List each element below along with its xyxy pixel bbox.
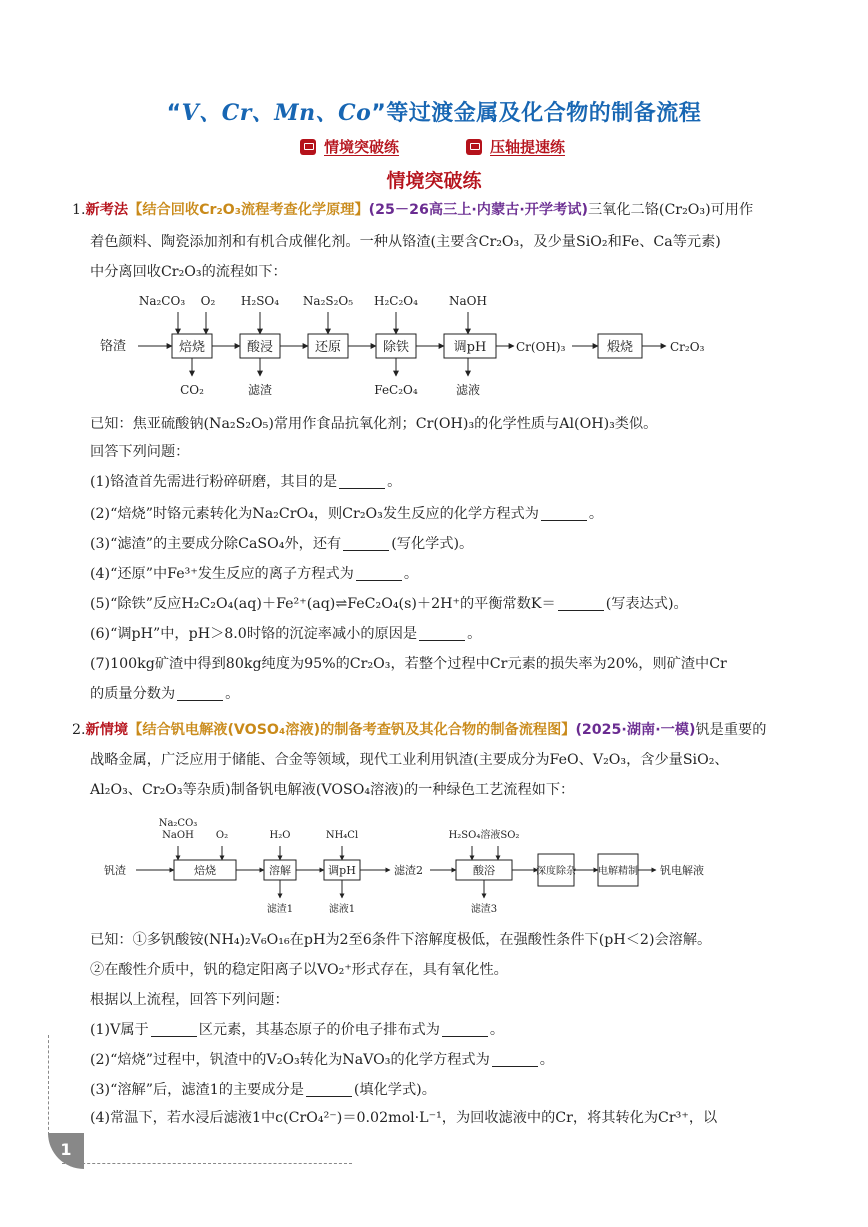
tab-situational-label: 情境突破练: [324, 138, 400, 156]
page-title: [0, 96, 868, 127]
answer-blank[interactable]: [356, 566, 402, 581]
answer-blank[interactable]: [343, 536, 389, 551]
q1-sub-4: [90, 564, 830, 584]
q1-input-o2: O₂: [200, 294, 216, 308]
q2-line-1: [72, 720, 812, 740]
q1-answer-lead: 回答下列问题：: [90, 444, 190, 460]
q1-sub-2: [90, 504, 830, 524]
q1-tag-source: (25－26高三上·内蒙古·开学考试): [368, 202, 588, 218]
q1-sub-7: (7)100kg矿渣中得到80kg纯度为95%的Cr₂O₃，若整个过程中Cr元素的损失率为20%，则矿渣中Cr: [90, 656, 727, 672]
q1-sub-5: [90, 594, 830, 614]
q2-box-adjust-ph: 调pH: [328, 864, 356, 877]
q1-box-remove-iron: 除铁: [382, 340, 410, 355]
answer-blank[interactable]: [541, 506, 587, 521]
q2-output-residue-1: 滤渣1: [266, 904, 294, 915]
q2-text: 钒是重要的: [695, 722, 767, 738]
q1-input-naoh: NaOH: [449, 294, 487, 308]
q1-sub-3-end: (写化学式)。: [391, 536, 474, 552]
q1-sub-1-end: 。: [387, 474, 402, 490]
q1-sub-6-text: (6)“调pH”中，pH＞8.0时铬的沉淀率减小的原因是: [90, 626, 418, 642]
q2-output-residue-3: 滤渣3: [470, 904, 498, 915]
q1-line-2: 着色颜料、陶瓷添加剂和有机合成催化剂。一种从铬渣(主要含Cr₂O₃，及少量SiO₂和Fe、Ca等元素): [90, 234, 721, 250]
q2-flow-start: 钒渣: [104, 864, 126, 877]
q2-answer-lead: 根据以上流程，回答下列问题：: [90, 992, 289, 1008]
q2-known-1: 已知：①多钒酸铵(NH₄)₂V₆O₁₆在pH为2至6条件下溶解度极低，在强酸性条件下(pH＜2)会溶解。: [90, 932, 712, 948]
q1-sub-2-text: (2)“焙烧”时铬元素转化为Na₂CrO₄，则Cr₂O₃发生反应的化学方程式为: [90, 506, 539, 522]
answer-blank[interactable]: [419, 626, 465, 641]
answer-blank[interactable]: [492, 1052, 538, 1067]
q1-sub-1: [90, 472, 830, 492]
monitor-icon: [300, 139, 316, 155]
q2-sub-2-text: (2)“焙烧”过程中，钒渣中的V₂O₃转化为NaVO₃的化学方程式为: [90, 1052, 490, 1068]
q1-sub-7-cont-text: 的质量分数为: [90, 686, 176, 702]
footer-divider: [62, 1163, 352, 1164]
q1-box-calcine: 煅烧: [606, 340, 634, 355]
monitor-icon: [466, 139, 482, 155]
q1-mid-product: Cr(OH)₃: [516, 340, 566, 354]
q2-sub-2: [90, 1050, 830, 1070]
q2-flow-diagram: [104, 808, 724, 920]
q2-line-2: 战略金属，广泛应用于储能、合金等领域，现代工业利用钒渣(主要成分为FeO、V₂O₃，含少量SiO₂、: [90, 752, 729, 768]
tab-final-label: 压轴提速练: [490, 138, 566, 156]
q1-tag-new: 新考法: [85, 202, 129, 218]
q1-sub-2-end: 。: [588, 506, 604, 522]
q2-sub-1-end: 。: [489, 1022, 505, 1038]
tab-situational[interactable]: [300, 136, 399, 157]
title-open-quote: “: [166, 101, 182, 126]
answer-blank[interactable]: [177, 686, 223, 701]
answer-blank[interactable]: [339, 474, 385, 489]
answer-blank[interactable]: [306, 1082, 352, 1097]
page-number: 1: [48, 1133, 84, 1169]
section-title: 情境突破练: [386, 170, 482, 192]
q1-output-residue: 滤渣: [247, 383, 273, 397]
q1-input-na2s2o5: Na₂S₂O₅: [302, 294, 354, 308]
q2-sub-2-end: 。: [539, 1052, 554, 1068]
q1-input-na2co3: Na₂CO₃: [138, 294, 186, 308]
q1-box-reduce: 还原: [314, 340, 342, 355]
q1-sub-5-end: (写表达式)。: [605, 596, 688, 612]
q1-number: 1.: [72, 202, 86, 218]
q2-sub-3: [90, 1080, 830, 1100]
q2-tag-topic: 【结合钒电解液(VOSO₄溶液)的制备考查钒及其化合物的制备流程图】: [128, 722, 576, 738]
title-suffix: ”等过渡金属及化合物的制备流程: [371, 101, 702, 126]
q2-sub-1-mid: 区元素，其基态原子的价电子排布式为: [198, 1022, 440, 1038]
q1-input-h2so4: H₂SO₄: [240, 294, 280, 308]
q2-box-acid-bath: 酸浴: [473, 864, 495, 877]
tab-final[interactable]: [466, 136, 565, 157]
q2-tag-source: (2025·湖南·一模): [575, 722, 696, 738]
answer-blank[interactable]: [558, 596, 604, 611]
q1-input-h2c2o4: H₂C₂O₄: [374, 294, 418, 308]
q2-number: 2.: [72, 722, 86, 738]
q1-sub-6-end: 。: [467, 626, 482, 642]
q1-sub-1-text: (1)铬渣首先需进行粉碎研磨，其目的是: [90, 474, 338, 490]
q2-sub-3-end: (填化学式)。: [353, 1082, 436, 1098]
q2-line-3: Al₂O₃、Cr₂O₃等杂质)制备钒电解液(VOSO₄溶液)的一种绿色工艺流程如下：: [90, 782, 575, 798]
q2-end-product: 钒电解液: [660, 864, 704, 877]
q2-tag-new: 新情境: [85, 722, 129, 738]
q2-input-h2so4-so2: H₂SO₄溶液SO₂: [448, 830, 520, 841]
q1-box-roast: 焙烧: [178, 340, 206, 355]
q2-input-naoh: NaOH: [162, 830, 194, 841]
q2-input-o2: O₂: [215, 830, 229, 841]
q1-tag-topic: 【结合回收Cr₂O₃流程考查化学原理】: [128, 202, 369, 218]
q1-output-filtrate: 滤液: [455, 383, 481, 397]
q2-known-2: ②在酸性介质中，钒的稳定阳离子以VO₂⁺形式存在，具有氧化性。: [90, 962, 508, 978]
q1-sub-3: [90, 534, 830, 554]
q2-box-deep-purify: 深度除杂: [536, 866, 576, 877]
q2-mid-residue-2: 滤渣2: [394, 864, 423, 877]
q1-output-fec2o4: FeC₂O₄: [374, 383, 418, 397]
q1-sub-4-end: 。: [403, 566, 419, 582]
side-divider: [48, 1035, 49, 1135]
q2-sub-1-text: (1)V属于: [90, 1022, 149, 1038]
q1-sub-7-cont: [90, 684, 830, 704]
title-italic: V、Cr、Mn、Co: [181, 100, 372, 126]
q1-sub-5-text: (5)“除铁”反应H₂C₂O₄(aq)＋Fe²⁺(aq)⇌FeC₂O₄(s)＋2H⁺的平衡常数K＝: [90, 596, 556, 612]
q2-sub-1: [90, 1020, 830, 1040]
q2-output-filtrate-1: 滤液1: [328, 904, 356, 915]
q2-box-roast: 焙烧: [194, 864, 216, 877]
q1-line-1: [72, 200, 812, 220]
tab-bar: [300, 136, 600, 160]
q1-sub-3-text: (3)“滤渣”的主要成分除CaSO₄外，还有: [90, 536, 342, 552]
q1-flow-diagram: [100, 290, 740, 402]
q1-sub-4-text: (4)“还原”中Fe³⁺发生反应的离子方程式为: [90, 566, 354, 582]
q1-sub-6: [90, 624, 830, 644]
q2-sub-3-text: (3)“溶解”后，滤渣1的主要成分是: [90, 1082, 304, 1098]
q1-output-co2: CO₂: [180, 383, 204, 397]
q2-input-h2o: H₂O: [269, 830, 291, 841]
q2-box-electrolytic-refine: 电解精制: [598, 866, 638, 877]
answer-blank[interactable]: [151, 1022, 197, 1037]
q2-sub-4: (4)常温下，若水浸后滤液1中c(CrO₄²⁻)＝0.02mol·L⁻¹，为回收滤液中的Cr，将其转化为Cr³⁺，以: [90, 1110, 718, 1126]
q2-box-dissolve: 溶解: [269, 864, 291, 877]
q2-input-na2co3: Na₂CO₃: [158, 818, 198, 829]
q1-box-adjust-ph: 调pH: [453, 340, 487, 355]
answer-blank[interactable]: [442, 1022, 488, 1037]
q1-flow-start: 铬渣: [100, 339, 127, 354]
q1-end-product: Cr₂O₃: [670, 340, 705, 354]
q1-known: 已知：焦亚硫酸钠(Na₂S₂O₅)常用作食品抗氧化剂；Cr(OH)₃的化学性质与Al(OH)₃类似。: [90, 416, 658, 432]
q2-input-nh4cl: NH₄Cl: [325, 830, 359, 841]
q1-box-acid-leach: 酸浸: [246, 340, 274, 355]
q1-line-3: 中分离回收Cr₂O₃的流程如下：: [90, 264, 287, 280]
q1-sub-7-end: 。: [225, 686, 240, 702]
q1-text: 三氧化二铬(Cr₂O₃)可用作: [587, 202, 754, 218]
